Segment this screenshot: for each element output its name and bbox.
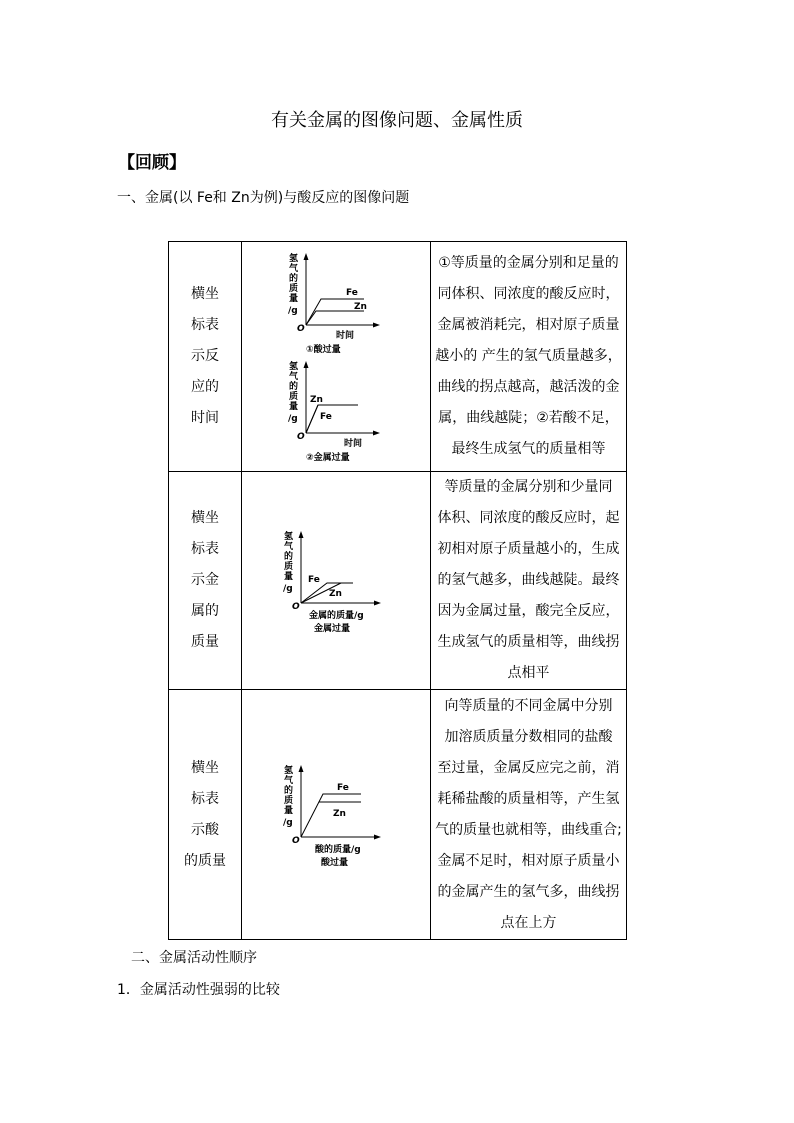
- desc-line: 金属不足时，相对原子质量小: [437, 852, 620, 869]
- label-line: 示反: [191, 348, 219, 364]
- row-label-cell: [169, 690, 242, 940]
- desc-line: ①等质量的金属分别和足量的: [438, 255, 619, 271]
- label-line: 质量: [191, 634, 219, 650]
- label-line: 横坐: [191, 286, 219, 302]
- label-line: 横坐: [191, 759, 219, 776]
- desc-line: 曲线的拐点越高，越活泼的金: [437, 379, 620, 395]
- y-axis-label: [283, 530, 294, 594]
- graph-metal-mass: [281, 525, 391, 637]
- desc-line: 耗稀盐酸的质量相等，产生氢: [437, 790, 620, 807]
- desc-line: 向等质量的不同金属中分别: [444, 697, 613, 714]
- svg-text:气: 气: [289, 263, 299, 274]
- label-line: 的质量: [184, 852, 226, 869]
- table-row: [169, 242, 627, 472]
- graph-cell: [242, 472, 431, 690]
- lower-curve: [306, 405, 318, 433]
- label-line: 标表: [191, 317, 219, 333]
- upper-series-label: Fe: [337, 782, 349, 793]
- upper-curve: [301, 583, 353, 603]
- svg-text:氢: 氢: [289, 253, 299, 264]
- lower-series-label: Zn: [354, 301, 367, 312]
- desc-line: 金属被消耗完，相对原子质量: [437, 317, 620, 333]
- svg-text:质: 质: [284, 561, 294, 572]
- x-axis-label: 时间: [336, 330, 355, 341]
- desc-line: 的金属产生的氢气多，曲线拐: [437, 883, 620, 900]
- upper-series-label: Fe: [346, 287, 358, 298]
- svg-text:氢: 氢: [289, 361, 299, 372]
- review-heading: 【回顾】: [118, 153, 186, 173]
- x-axis-arrow: [373, 430, 380, 435]
- desc-line: 加溶质质量分数相同的盐酸: [444, 728, 613, 745]
- section1-heading: 一、金属(以 Fe和 Zn为例)与酸反应的图像问题: [117, 190, 410, 206]
- x-axis-label: 时间: [344, 438, 363, 449]
- graph-caption: 金属过量: [314, 623, 351, 634]
- origin-label: O: [292, 835, 300, 846]
- label-line: 属的: [191, 603, 219, 619]
- comparison-table: [168, 241, 627, 940]
- svg-text:量: 量: [289, 401, 299, 412]
- label-line: 应的: [191, 379, 219, 395]
- label-line: 标表: [191, 790, 219, 807]
- section3-heading: 1．金属活动性强弱的比较: [117, 982, 280, 998]
- svg-text:/g: /g: [288, 413, 298, 424]
- desc-line: 等质量的金属分别和少量同: [444, 479, 613, 495]
- desc-line: 至过量，金属反应完之前，消: [437, 759, 620, 776]
- label-line: 示金: [191, 572, 219, 588]
- svg-text:氢: 氢: [284, 765, 294, 776]
- upper-series-label: Zn: [310, 394, 323, 405]
- y-axis-label: [288, 360, 299, 424]
- description-cell: [431, 690, 627, 940]
- desc-line: 因为金属过量，酸完全反应，: [437, 603, 620, 619]
- graph-acid-excess: [286, 249, 386, 357]
- description-cell: [431, 242, 627, 472]
- description-cell: [431, 472, 627, 690]
- upper-curve: [301, 794, 361, 837]
- label-line: 标表: [191, 541, 219, 557]
- lower-series-label: Fe: [320, 411, 332, 422]
- svg-text:/g: /g: [283, 817, 293, 828]
- svg-text:的: 的: [289, 381, 299, 392]
- lower-series-label: Zn: [333, 808, 346, 819]
- table-row: [169, 690, 627, 940]
- svg-text:气: 气: [284, 775, 294, 786]
- svg-text:质: 质: [284, 795, 294, 806]
- desc-line: 属，曲线越陡；②若酸不足，: [438, 410, 619, 426]
- origin-label: O: [297, 323, 305, 334]
- svg-text:量: 量: [284, 805, 294, 816]
- desc-line: 生成氢气的质量相等，曲线拐: [437, 634, 620, 650]
- upper-series-label: Fe: [308, 574, 320, 585]
- svg-text:量: 量: [284, 571, 294, 582]
- svg-text:气: 气: [284, 541, 294, 552]
- x-axis-arrow: [373, 322, 380, 327]
- svg-text:质: 质: [289, 391, 299, 402]
- y-axis-arrow: [304, 361, 309, 368]
- lower-series-label: Zn: [329, 588, 342, 599]
- svg-text:氢: 氢: [284, 531, 294, 542]
- svg-text:的: 的: [284, 551, 294, 562]
- y-axis-arrow: [299, 531, 304, 538]
- x-axis-arrow: [374, 600, 381, 605]
- graph-cell: [242, 242, 431, 472]
- x-axis-label: 酸的质量/g: [315, 844, 361, 855]
- graph-caption: ①酸过量: [306, 344, 341, 355]
- row-label-cell: [169, 242, 242, 472]
- svg-text:质: 质: [289, 283, 299, 294]
- svg-text:/g: /g: [288, 305, 298, 316]
- svg-text:气: 气: [289, 371, 299, 382]
- y-axis-arrow: [299, 765, 304, 772]
- desc-line: 点在上方: [500, 914, 557, 931]
- desc-line: 体积、同浓度的酸反应时，起: [437, 510, 620, 526]
- origin-label: O: [292, 601, 300, 612]
- svg-text:量: 量: [289, 293, 299, 304]
- graph-cell: [242, 690, 431, 940]
- desc-line: 越小的 产生的氢气质量越多，: [435, 348, 622, 364]
- label-line: 时间: [191, 410, 219, 426]
- graph-acid-mass: [281, 759, 391, 871]
- table-row: [169, 472, 627, 690]
- graph-metal-excess: [286, 357, 386, 465]
- desc-line: 初相对原子质量越小的，生成: [437, 541, 620, 557]
- upper-curve: [306, 405, 358, 433]
- svg-text:的: 的: [284, 785, 294, 796]
- label-line: 横坐: [191, 510, 219, 526]
- x-axis-arrow: [374, 834, 381, 839]
- origin-label: O: [297, 431, 305, 442]
- graph-caption: ②金属过量: [306, 452, 350, 463]
- y-axis-label: [283, 764, 294, 828]
- desc-line: 气的质量也就相等，曲线重合;: [435, 821, 622, 838]
- row-label-cell: [169, 472, 242, 690]
- page-title: 有关金属的图像问题、金属性质: [271, 110, 523, 131]
- svg-text:/g: /g: [283, 583, 293, 594]
- graph-caption: 酸过量: [321, 857, 349, 868]
- desc-line: 同体积、同浓度的酸反应时，: [437, 286, 620, 302]
- section2-heading: 二、金属活动性顺序: [131, 950, 257, 966]
- y-axis-label: [288, 252, 299, 316]
- y-axis-arrow: [304, 253, 309, 260]
- label-line: 示酸: [191, 821, 219, 838]
- lower-curve: [306, 311, 364, 325]
- desc-line: 的氢气越多，曲线越陡。最终: [437, 572, 620, 588]
- desc-line: 最终生成氢气的质量相等: [451, 441, 606, 457]
- svg-text:的: 的: [289, 273, 299, 284]
- x-axis-label: 金属的质量/g: [309, 610, 364, 621]
- desc-line: 点相平: [507, 665, 550, 681]
